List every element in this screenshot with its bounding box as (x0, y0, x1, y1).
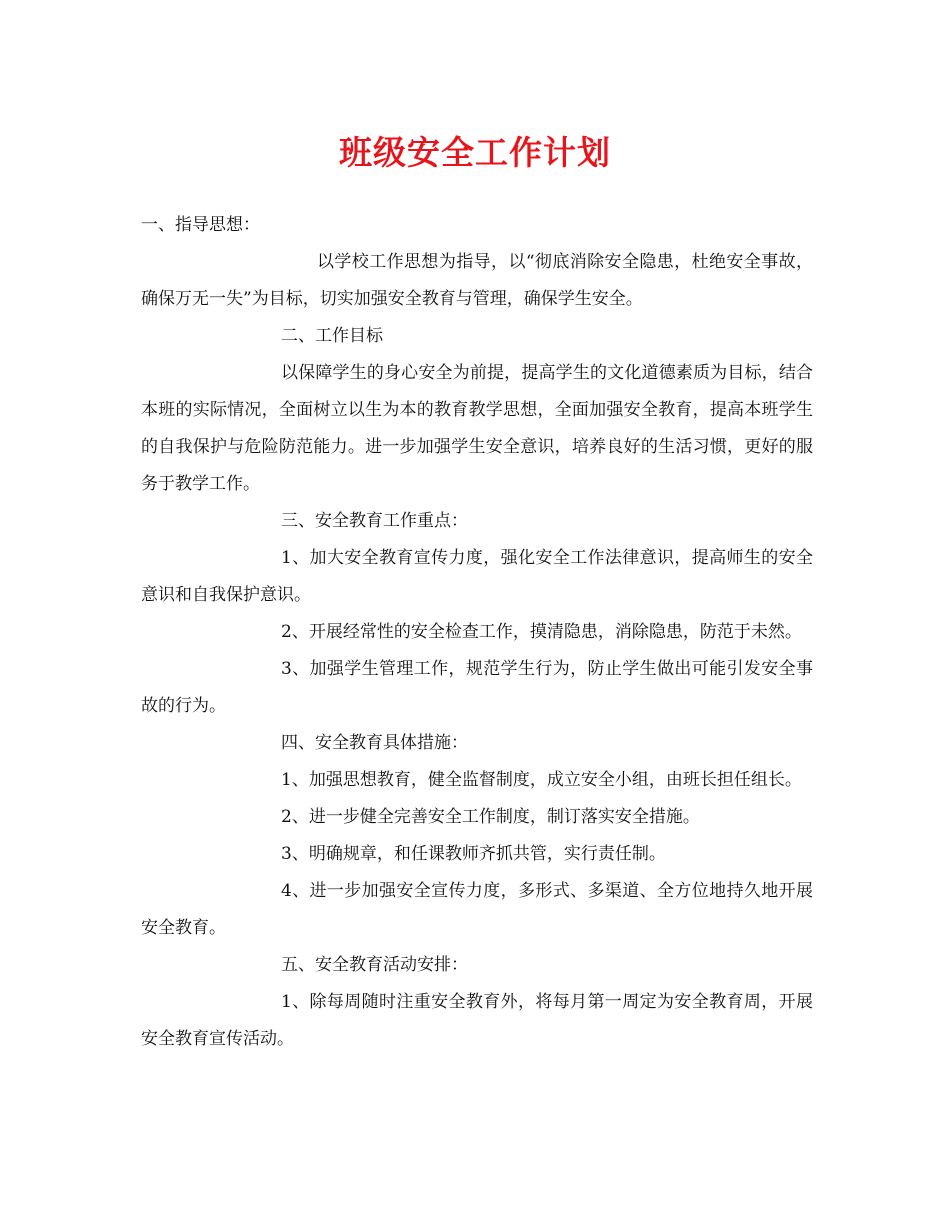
document-title: 班级安全工作计划 (339, 133, 611, 172)
paragraph-work-goal: 以保障学生的身心安全为前提，提高学生的文化道德素质为目标，结合本班的实际情况，全面树立以生为本的教育教学思想，全面加强安全教育，提高本班学生的自我保护与危险防范能力。进一步加强学生安全意识，培养良好的生活习惯，更好的服务于教学工作。 (141, 363, 813, 494)
list-item-key-point-3: 3、加强学生管理工作，规范学生行为，防止学生做出可能引发安全事故的行为。 (141, 659, 813, 716)
list-item-key-point-2: 2、开展经常性的安全检查工作，摸清隐患，消除隐患，防范于未然。 (281, 622, 802, 642)
section-heading-activities: 五、安全教育活动安排： (281, 955, 468, 975)
section-heading-measures: 四、安全教育具体措施： (281, 733, 468, 753)
section-heading-guiding-thought: 一、指导思想： (141, 215, 260, 235)
document-body (141, 207, 813, 1058)
list-item-measure-4: 4、进一步加强安全宣传力度，多形式、多渠道、全方位地持久地开展安全教育。 (141, 881, 813, 938)
list-item-measure-2: 2、进一步健全完善安全工作制度，制订落实安全措施。 (281, 807, 700, 827)
list-item-key-point-1: 1、加大安全教育宣传力度，强化安全工作法律意识，提高师生的安全意识和自我保护意识。 (141, 548, 813, 605)
list-item-activity-1: 1、除每周随时注重安全教育外，将每月第一周定为安全教育周，开展安全教育宣传活动。 (141, 992, 813, 1049)
section-heading-work-goal: 二、工作目标 (281, 326, 383, 346)
paragraph-guiding-thought: 以学校工作思想为指导，以“彻底消除安全隐患，杜绝安全事故，确保万无一失”为目标，切实加强安全教育与管理，确保学生安全。 (141, 252, 813, 309)
list-item-measure-1: 1、加强思想教育，健全监督制度，成立安全小组，由班长担任组长。 (281, 770, 802, 790)
list-item-measure-3: 3、明确规章，和任课教师齐抓共管，实行责任制。 (281, 844, 666, 864)
section-heading-key-points: 三、安全教育工作重点： (281, 511, 468, 531)
